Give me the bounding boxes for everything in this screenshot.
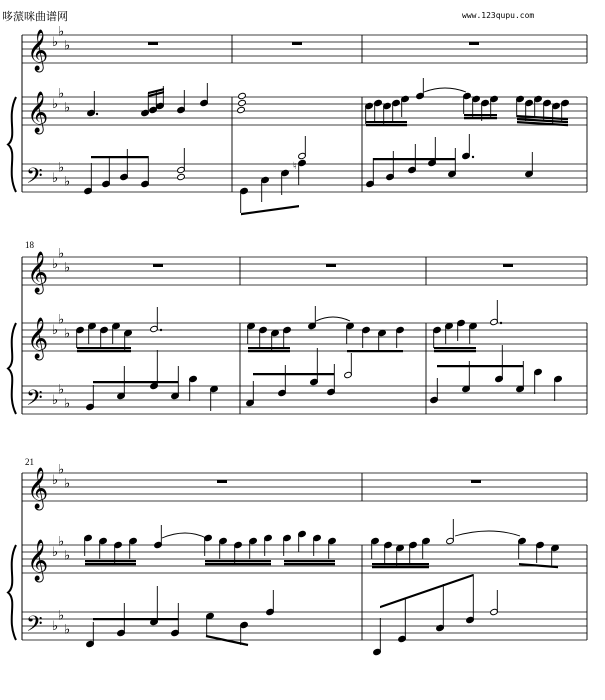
beam <box>434 347 476 349</box>
tie <box>316 317 350 321</box>
flat-sign: ♭ <box>58 246 65 262</box>
flat-sign: ♭ <box>52 545 59 560</box>
note-head <box>237 106 246 113</box>
beam <box>91 156 148 158</box>
beam <box>77 350 131 352</box>
natural-sign: ♮ <box>293 161 297 172</box>
note-head <box>238 99 247 106</box>
beam <box>434 350 476 352</box>
treble-clef-icon: 𝄞 <box>27 92 49 133</box>
beam <box>206 636 248 645</box>
beam <box>205 560 271 562</box>
bass-clef-icon: 𝄢 <box>26 164 43 194</box>
dot <box>472 156 474 158</box>
whole-rest <box>471 480 481 483</box>
whole-rest <box>326 264 336 267</box>
beam <box>93 381 178 383</box>
beam <box>464 114 497 116</box>
flat-sign: ♭ <box>58 534 65 550</box>
flat-sign: ♭ <box>58 312 65 328</box>
whole-rest <box>148 42 158 45</box>
beam <box>241 205 299 215</box>
beam <box>85 560 136 562</box>
flat-sign: ♭ <box>64 174 71 190</box>
tie <box>424 88 466 92</box>
flat-sign: ♭ <box>64 260 71 276</box>
site-url[interactable]: www.123qupu.com <box>462 11 535 20</box>
beam <box>372 566 429 568</box>
treble-clef-icon: 𝄞 <box>27 318 49 359</box>
flat-sign: ♭ <box>64 100 71 116</box>
beam <box>85 563 136 565</box>
flat-sign: ♭ <box>58 24 65 40</box>
flat-sign: ♭ <box>58 160 65 176</box>
whole-rest <box>503 264 513 267</box>
beam <box>464 117 497 119</box>
flat-sign: ♭ <box>52 257 59 272</box>
flat-sign: ♭ <box>64 326 71 342</box>
beam <box>284 563 335 565</box>
measure-number-18: 18 <box>25 240 34 250</box>
beam <box>248 350 290 352</box>
brace <box>8 97 16 192</box>
flat-sign: ♭ <box>64 548 71 564</box>
flat-sign: ♭ <box>64 622 71 638</box>
beam <box>284 560 335 562</box>
treble-clef-icon: 𝄞 <box>27 468 49 509</box>
dot <box>500 322 502 324</box>
measure-number-21: 21 <box>25 457 34 467</box>
beam <box>437 365 523 367</box>
flat-sign: ♭ <box>52 619 59 634</box>
beam <box>205 563 271 565</box>
site-title: 哆蒎咪曲谱网 <box>2 10 68 23</box>
flat-sign: ♭ <box>58 462 65 478</box>
flat-sign: ♭ <box>52 473 59 488</box>
flat-sign: ♭ <box>58 608 65 624</box>
brace <box>8 323 16 414</box>
beam <box>93 618 178 620</box>
dot <box>96 113 98 115</box>
treble-clef-icon: 𝄞 <box>27 30 49 71</box>
whole-rest <box>153 264 163 267</box>
note-head <box>238 92 247 99</box>
beam <box>380 574 473 608</box>
beam <box>248 347 290 349</box>
treble-clef-icon: 𝄞 <box>27 252 49 293</box>
tie <box>455 531 520 536</box>
bass-clef-icon: 𝄢 <box>26 612 43 642</box>
flat-sign: ♭ <box>58 382 65 398</box>
flat-sign: ♭ <box>52 35 59 50</box>
flat-sign: ♭ <box>64 396 71 412</box>
tie <box>162 533 206 538</box>
beam <box>253 373 334 375</box>
note-head <box>177 173 186 180</box>
beam <box>366 121 407 123</box>
beam <box>372 563 429 565</box>
dot <box>160 329 162 331</box>
flat-sign: ♭ <box>64 38 71 54</box>
whole-rest <box>292 42 302 45</box>
bass-clef-icon: 𝄢 <box>26 386 43 416</box>
flat-sign: ♭ <box>52 393 59 408</box>
brace <box>8 545 16 640</box>
flat-sign: ♭ <box>52 171 59 186</box>
flat-sign: ♭ <box>52 97 59 112</box>
beam <box>347 350 403 352</box>
flat-sign: ♭ <box>52 323 59 338</box>
beam <box>373 158 455 160</box>
flat-sign: ♭ <box>64 476 71 492</box>
whole-rest <box>217 480 227 483</box>
whole-rest <box>469 42 479 45</box>
flat-sign: ♭ <box>58 86 65 102</box>
beam <box>77 347 131 349</box>
beam <box>366 124 407 126</box>
treble-clef-icon: 𝄞 <box>27 540 49 581</box>
